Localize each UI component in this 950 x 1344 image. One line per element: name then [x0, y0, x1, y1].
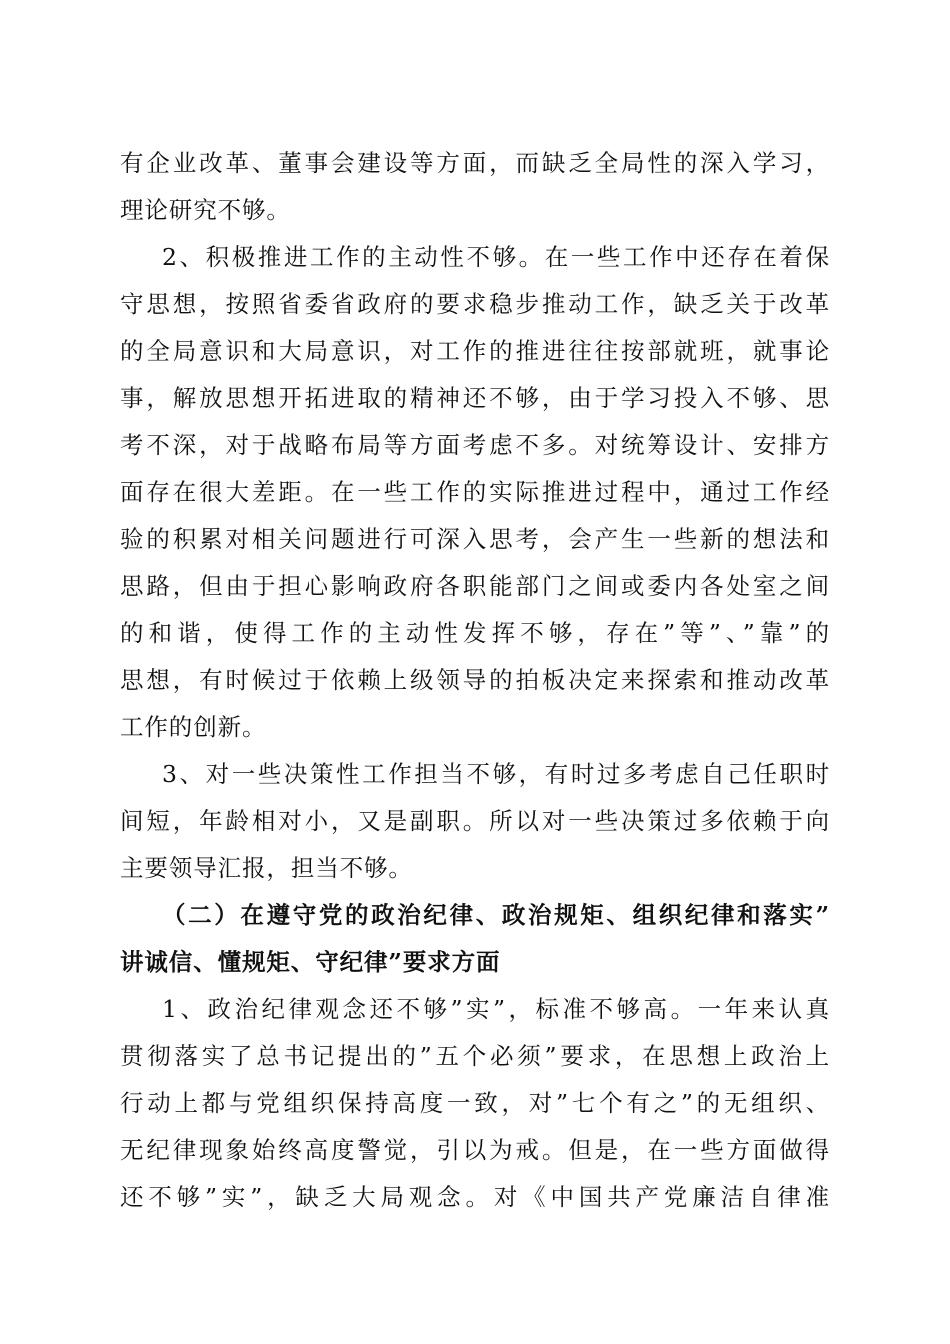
paragraph-line: 无纪律现象始终高度警觉，引以为戒。但是，在一些方面做得 [120, 1136, 830, 1164]
paragraph-line: 还不够”实”，缺乏大局观念。对《中国共产党廉洁自律准 [120, 1183, 830, 1211]
paragraph-line: 守思想，按照省委省政府的要求稳步推动工作，缺乏关于改革 [120, 290, 830, 318]
paragraph-line: 事，解放思想开拓进取的精神还不够，由于学习投入不够、思 [120, 384, 830, 412]
section-heading-line: （二）在遵守党的政治纪律、政治规矩、组织纪律和落实” [162, 901, 830, 929]
paragraph-line: 间短，年龄相对小，又是副职。所以对一些决策过多依赖于向 [120, 807, 830, 835]
paragraph-line: 1、政治纪律观念还不够”实”，标准不够高。一年来认真 [162, 995, 830, 1023]
paragraph-line: 面存在很大差距。在一些工作的实际推进过程中，通过工作经 [120, 478, 830, 506]
paragraph-line: 贯彻落实了总书记提出的”五个必须”要求，在思想上政治上 [120, 1042, 830, 1070]
paragraph-line: 有企业改革、董事会建设等方面，而缺乏全局性的深入学习， [120, 149, 830, 177]
paragraph-line: 思想，有时候过于依赖上级领导的拍板决定来探索和推动改革 [120, 666, 830, 694]
paragraph-line: 验的积累对相关问题进行可深入思考，会产生一些新的想法和 [120, 525, 830, 553]
paragraph-line: 思路，但由于担心影响政府各职能部门之间或委内各处室之间 [120, 572, 830, 600]
paragraph-line: 工作的创新。 [120, 713, 267, 741]
paragraph-line: 考不深，对于战略布局等方面考虑不多。对统筹设计、安排方 [120, 431, 830, 459]
document-body [120, 140, 830, 1221]
paragraph-line: 的和谐，使得工作的主动性发挥不够，存在”等”、”靠”的 [120, 619, 830, 647]
paragraph-line: 3、对一些决策性工作担当不够，有时过多考虑自己任职时 [162, 760, 830, 788]
section-heading-line: 讲诚信、懂规矩、守纪律”要求方面 [120, 948, 501, 976]
paragraph-line: 行动上都与党组织保持高度一致，对”七个有之”的无组织、 [120, 1089, 830, 1117]
paragraph-line: 的全局意识和大局意识，对工作的推进往往按部就班，就事论 [120, 337, 830, 365]
paragraph-line: 主要领导汇报，担当不够。 [120, 854, 413, 882]
paragraph-line: 理论研究不够。 [120, 196, 291, 224]
paragraph-line: 2、积极推进工作的主动性不够。在一些工作中还存在着保 [162, 243, 830, 271]
